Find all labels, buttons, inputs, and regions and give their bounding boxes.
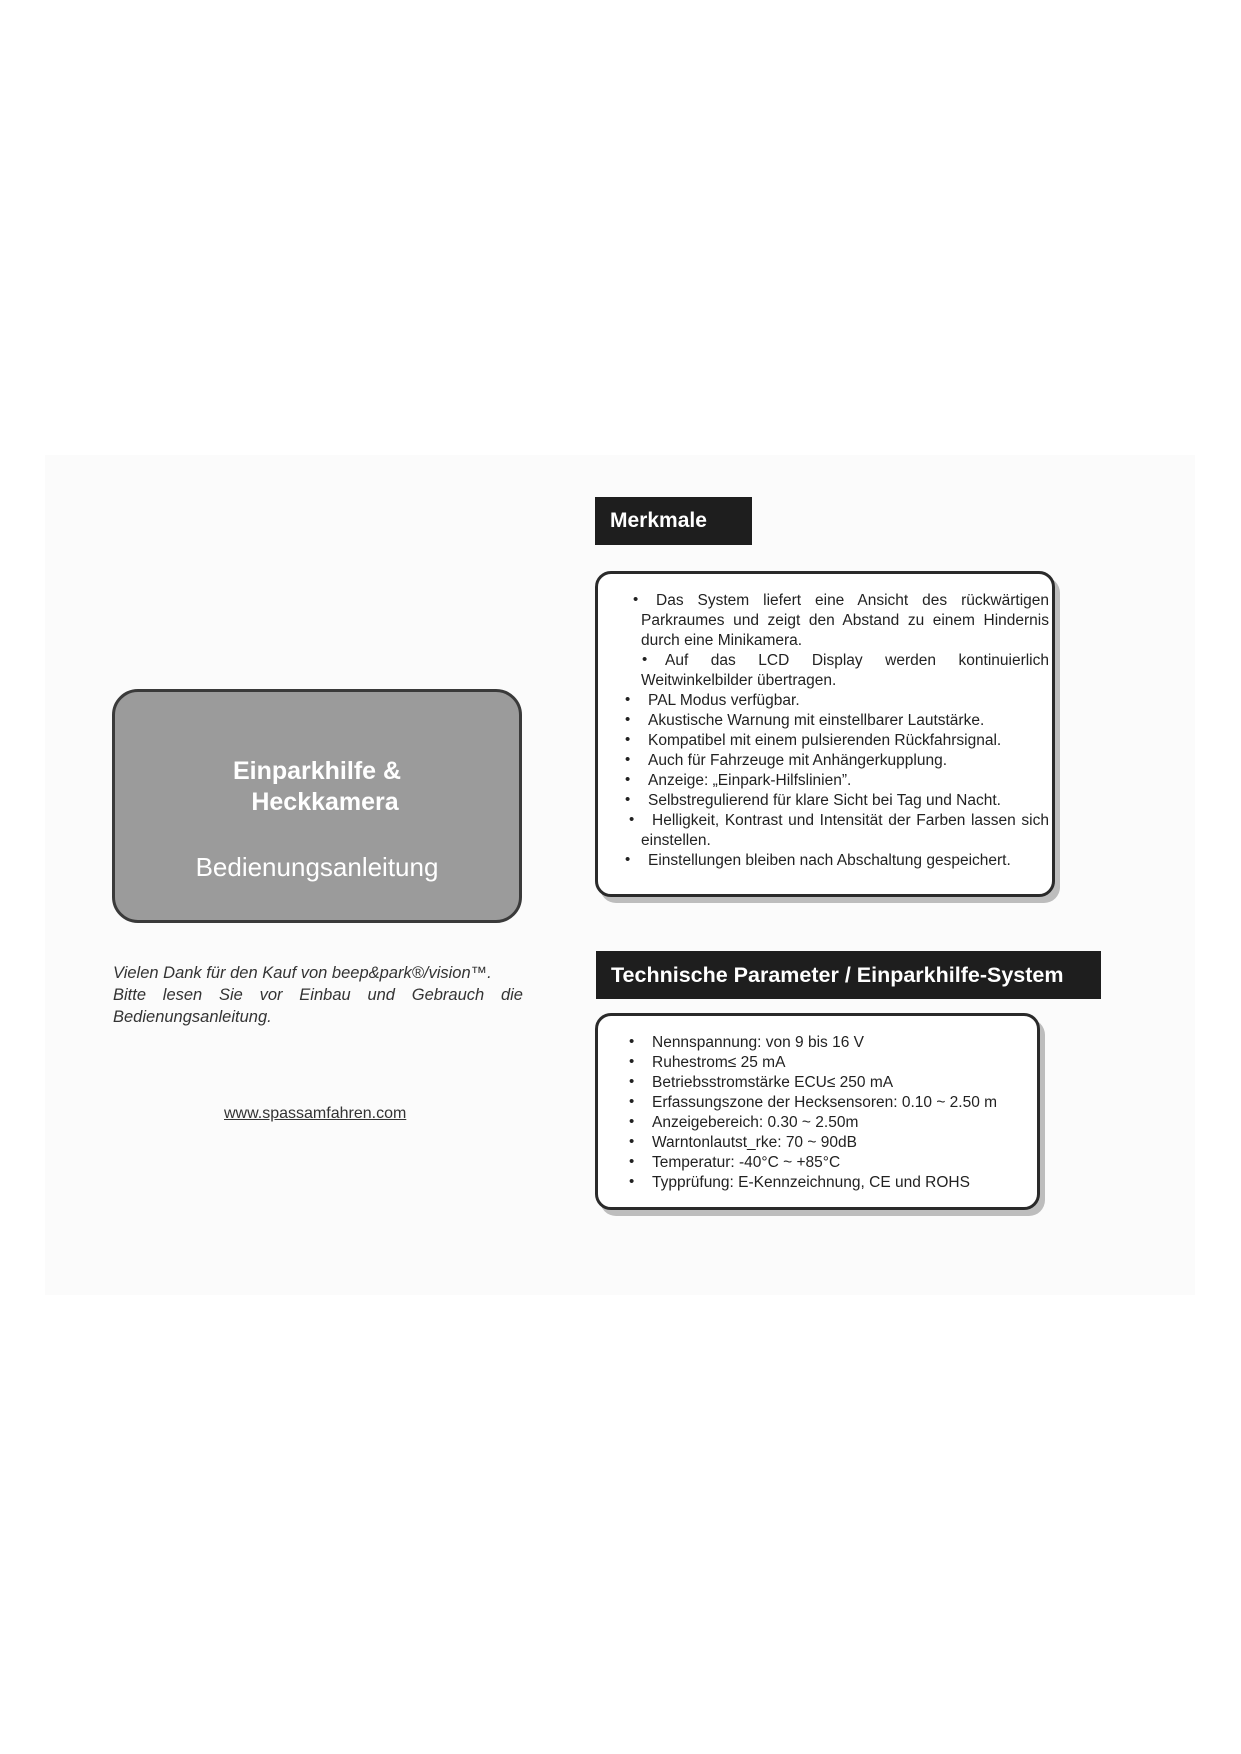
features-box [595, 571, 1055, 897]
bullet-icon: • [629, 1133, 635, 1150]
list-item [629, 811, 1049, 851]
feature-text: Einstellungen bleiben nach Abschaltung gespeichert. [648, 852, 1011, 869]
thank-you-note [113, 962, 523, 1028]
bullet-icon: • [625, 851, 631, 868]
thank-you-line3: Bedienungsanleitung. [113, 1008, 272, 1026]
bullet-icon: • [625, 731, 631, 748]
bullet-icon: • [625, 751, 631, 768]
feature-text: Das System liefert eine Ansicht des rückwärtigen Parkraumes und zeigt den Abstand zu einem Hindernis durch eine Minikamera. [641, 592, 1049, 649]
bullet-icon: • [629, 1173, 635, 1190]
cover-title-line2: Heckkamera [251, 788, 399, 816]
parameter-text: Betriebsstromstärke ECU≤ 250 mA [652, 1074, 894, 1091]
bullet-icon: • [629, 1033, 635, 1050]
bullet-icon: • [625, 691, 631, 708]
feature-text: Akustische Warnung mit einstellbarer Lautstärke. [648, 712, 985, 729]
bullet-icon: • [629, 1053, 635, 1070]
list-item [629, 1073, 1032, 1093]
feature-text: Kompatibel mit einem pulsierenden Rückfahrsignal. [648, 732, 1002, 749]
thank-you-line1: Vielen Dank für den Kauf von beep&park®/vision™. [113, 964, 492, 982]
feature-text: PAL Modus verfügbar. [648, 692, 800, 709]
list-item [629, 1173, 1032, 1193]
parameter-text: Temperatur: -40°C ~ +85°C [652, 1154, 841, 1171]
features-list [625, 591, 1049, 871]
cover-subtitle: Bedienungsanleitung [195, 852, 439, 882]
list-item [629, 1113, 1032, 1133]
parameter-text: Nennspannung: von 9 bis 16 V [652, 1034, 864, 1051]
list-item [641, 651, 1049, 691]
list-item [625, 751, 1049, 771]
list-item [629, 1093, 1032, 1113]
technical-list [629, 1033, 1032, 1193]
bullet-icon: • [633, 591, 639, 608]
cover-title-line1: Einparkhilfe & [232, 757, 402, 785]
list-item [625, 791, 1049, 811]
bullet-icon: • [629, 1153, 635, 1170]
technical-heading: Technische Parameter / Einparkhilfe-System [596, 951, 1101, 999]
bullet-icon: • [629, 1093, 635, 1110]
features-heading: Merkmale [595, 497, 752, 545]
feature-text: Helligkeit, Kontrast und Intensität der Farben lassen sich einstellen. [641, 812, 1049, 849]
feature-text: Auf das LCD Display werden kontinuierlich Weitwinkelbilder übertragen. [641, 652, 1049, 689]
bullet-icon: • [625, 791, 631, 808]
feature-text: Auch für Fahrzeuge mit Anhängerkupplung. [648, 752, 947, 769]
thank-you-line2: Bitte lesen Sie vor Einbau und Gebrauch die [113, 986, 523, 1004]
cover-title [115, 756, 519, 818]
list-item [629, 1053, 1032, 1073]
list-item [625, 691, 1049, 711]
list-item [629, 1153, 1032, 1173]
bullet-icon: • [629, 1113, 635, 1130]
list-item [625, 851, 1049, 871]
parameter-text: Erfassungszone der Hecksensoren: 0.10 ~ 2.50 m [652, 1094, 998, 1111]
bullet-icon: • [629, 811, 635, 828]
list-item [629, 1033, 1032, 1053]
list-item [629, 1133, 1032, 1153]
cover-panel [112, 689, 522, 923]
parameter-text: Warntonlautst_rke: 70 ~ 90dB [652, 1134, 857, 1151]
list-item [625, 731, 1049, 751]
bullet-icon: • [629, 1073, 635, 1090]
list-item [633, 591, 1049, 651]
list-item [625, 771, 1049, 791]
feature-text: Selbstregulierend für klare Sicht bei Tag und Nacht. [648, 792, 1001, 809]
parameter-text: Anzeigebereich: 0.30 ~ 2.50m [652, 1114, 859, 1131]
feature-text: Anzeige: „Einpark-Hilfslinien”. [648, 772, 852, 789]
website-link[interactable]: www.spassamfahren.com [224, 1105, 407, 1122]
list-item [625, 711, 1049, 731]
bullet-icon: • [625, 771, 631, 788]
technical-box [595, 1013, 1040, 1210]
bullet-icon: • [642, 651, 648, 668]
bullet-icon: • [625, 711, 631, 728]
parameter-text: Typprüfung: E-Kennzeichnung, CE und ROHS [652, 1174, 970, 1191]
parameter-text: Ruhestrom≤ 25 mA [652, 1054, 786, 1071]
